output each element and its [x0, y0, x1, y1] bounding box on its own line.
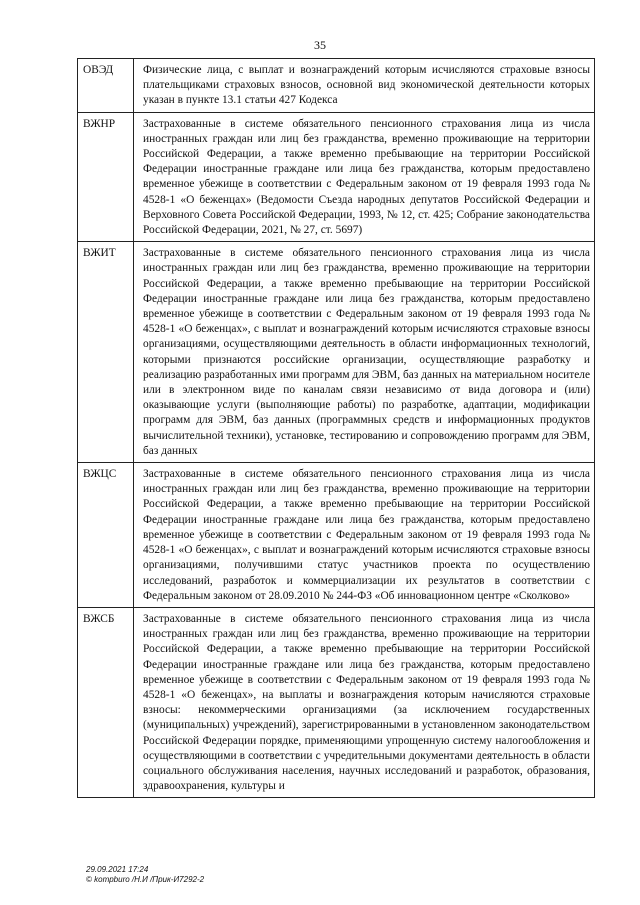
table-row — [78, 463, 595, 608]
row-description: Застрахованные в системе обязательного пенсионного страхования лица из числа иностранных граждан или лиц без гражданства, временно проживающие на территории Российской Федерации, а также временно пребывающие на территории Российской Федерации иностранные граждане или лица без гражданства, которым предоставлено временное убежище в соответствии с Федеральным законом от 19 февраля 1993 года № 4528-1 «О беженцах», с выплат и вознаграждений которым исчисляются страховые взносы организациями, осуществляющими деятельность в области информационных технологий, которыми признаются российские организации, осуществляющие разработку и реализацию разработанных ими программ для ЭВМ, баз данных на материальном носителе или в электронном виде по каналам связи независимо от вида договора и (или) оказывающие услуги (выполняющие работы) по разработке, адаптации, модификации программ для ЭВМ, баз данных (программных средств и информационных продуктов вычислительной техники), установке, тестированию и сопровождению программ для ЭВМ, баз данных — [134, 242, 595, 463]
row-code: ВЖЦС — [78, 463, 134, 608]
page-number: 35 — [314, 38, 326, 52]
codes-table — [77, 58, 595, 798]
row-code: ОВЭД — [78, 59, 134, 113]
row-code: ВЖНР — [78, 112, 134, 242]
row-code: ВЖИТ — [78, 242, 134, 463]
row-description: Застрахованные в системе обязательного пенсионного страхования лица из числа иностранных граждан или лиц без гражданства, временно проживающие на территории Российской Федерации, а также временно пребывающие на территории Российской Федерации иностранные граждане или лица без гражданства, которым предоставлено временное убежище в соответствии с Федеральным законом от 19 февраля 1993 года № 4528-1 «О беженцах» (Ведомости Съезда народных депутатов Российской Федерации и Верховного Совета Российской Федерации, 1993, № 12, ст. 425; Собрание законодательства Российской Федерации, 2021, № 27, ст. 5697) — [134, 112, 595, 242]
footer-source: © kompburo /Н.И /Прик-И7292-2 — [86, 875, 205, 884]
row-description: Застрахованные в системе обязательного пенсионного страхования лица из числа иностранных граждан или лиц без гражданства, временно проживающие на территории Российской Федерации, а также временно пребывающие на территории Российской Федерации иностранные граждане или лица без гражданства, которым предоставлено временное убежище в соответствии с Федеральным законом от 19 февраля 1993 года № 4528-1 «О беженцах», на выплаты и вознаграждения которым начисляются страховые взносы: некоммерческими организациями (за исключением государственных (муниципальных) учреждений), зарегистрированными в установленном законодательством Российской Федерации порядке, применяющими упрощенную систему налогообложения и осуществляющими в соответствии с учредительными документами деятельность в области социального обслуживания населения, научных исследований и разработок, образования, здравоохранения, культуры и — [134, 607, 595, 797]
table-row — [78, 242, 595, 463]
footer-timestamp: 29.09.2021 17:24 — [86, 865, 149, 874]
row-description: Физические лица, с выплат и вознаграждений которым исчисляются страховые взносы плательщиками страховых взносов, основной вид экономической деятельности которых указан в пункте 13.1 статьи 427 Кодекса — [134, 59, 595, 113]
table-row — [78, 112, 595, 242]
row-description: Застрахованные в системе обязательного пенсионного страхования лица из числа иностранных граждан или лиц без гражданства, временно проживающие на территории Российской Федерации, а также временно пребывающие на территории Российской Федерации иностранные граждане или лица без гражданства, которым предоставлено временное убежище в соответствии с Федеральным законом от 19 февраля 1993 года № 4528-1 «О беженцах», с выплат и вознаграждений которым исчисляются страховые взносы организациями, получившими статус участников проекта по осуществлению исследований, разработок и коммерциализации их результатов в соответствии с Федеральным законом от 28.09.2010 № 244-ФЗ «Об инновационном центре «Сколково» — [134, 463, 595, 608]
row-code: ВЖСБ — [78, 607, 134, 797]
table-row — [78, 59, 595, 113]
table-row — [78, 607, 595, 797]
